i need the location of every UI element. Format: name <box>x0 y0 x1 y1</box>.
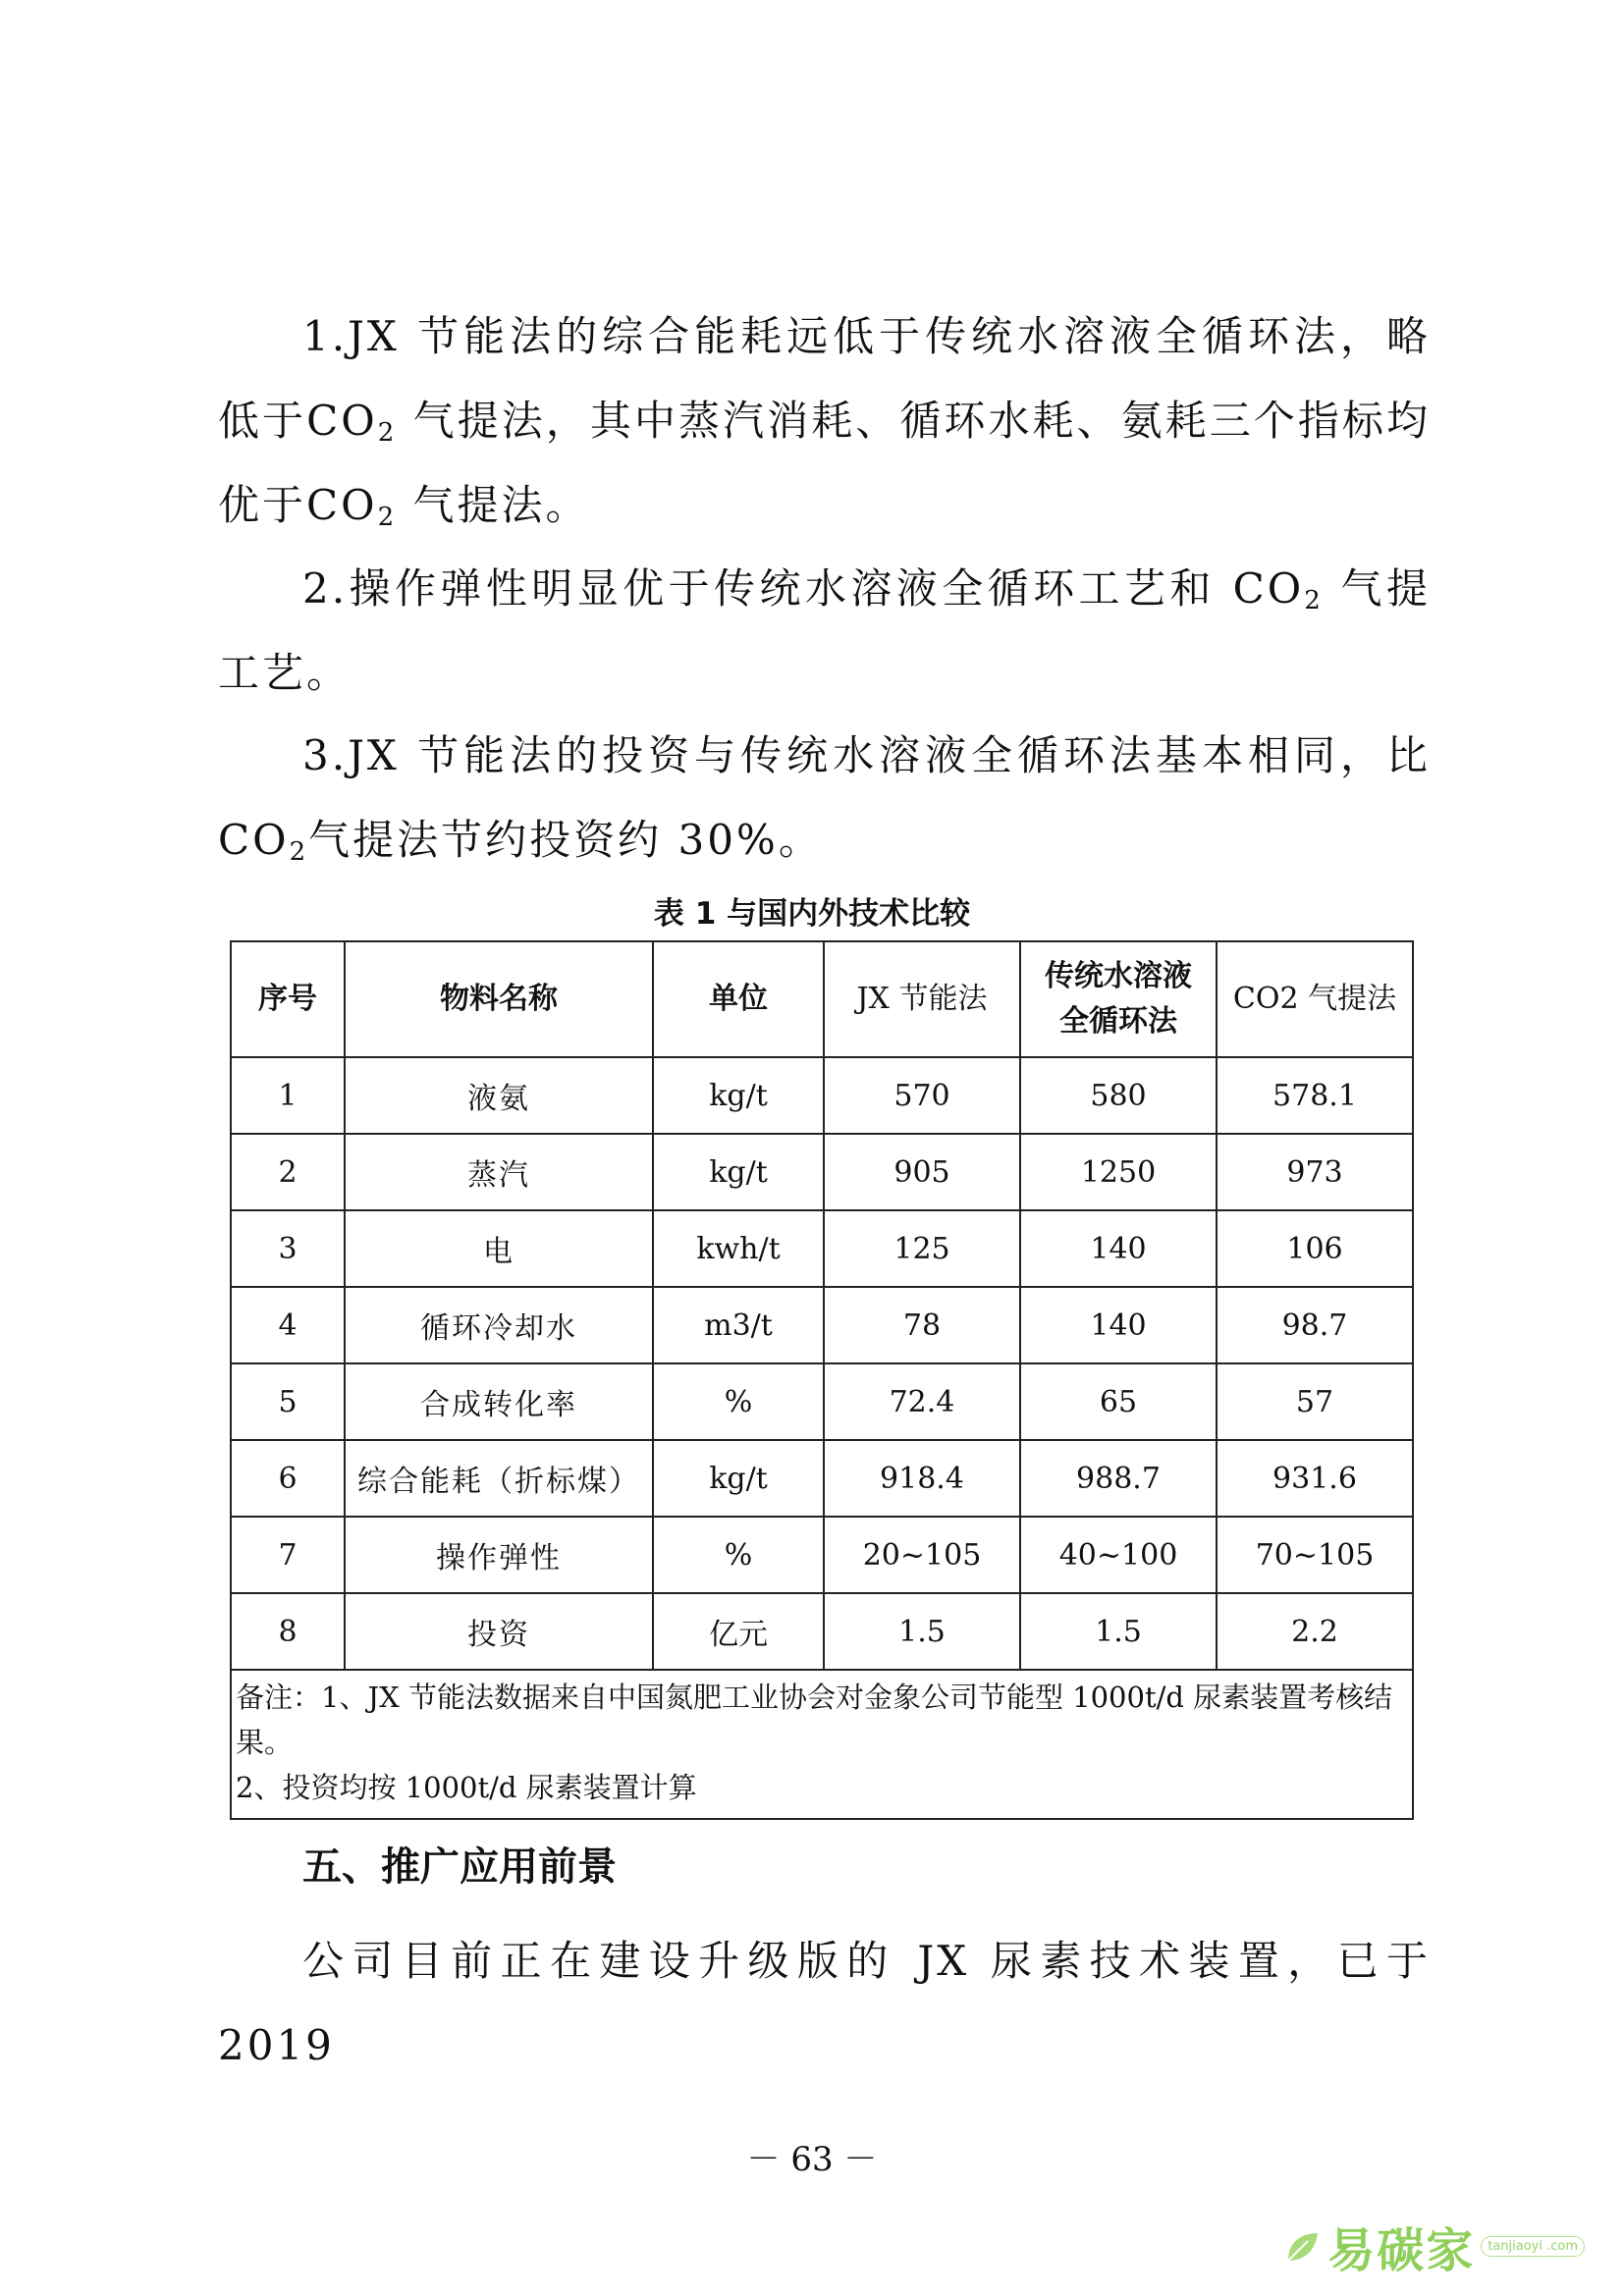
header-trad-line2: 全循环法 <box>1059 1004 1177 1039</box>
cell-seq: 5 <box>231 1363 345 1440</box>
cell-jx: 905 <box>824 1134 1020 1210</box>
cell-co2: 2.2 <box>1217 1593 1413 1670</box>
table-row <box>231 1057 1413 1134</box>
leaf-icon <box>1282 2227 1322 2267</box>
cell-trad: 988.7 <box>1020 1440 1217 1517</box>
header-seq: 序号 <box>231 941 345 1057</box>
cell-seq: 1 <box>231 1057 345 1134</box>
table-row <box>231 1363 1413 1440</box>
cell-co2: 70~105 <box>1217 1517 1413 1593</box>
table-header-row <box>231 941 1413 1057</box>
note-line-2: 2、投资均按 1000t/d 尿素装置计算 <box>236 1771 697 1804</box>
table-row <box>231 1517 1413 1593</box>
cell-jx: 125 <box>824 1210 1020 1287</box>
comparison-table <box>230 940 1414 1820</box>
cell-jx: 72.4 <box>824 1363 1020 1440</box>
cell-unit: kg/t <box>653 1440 824 1517</box>
cell-jx: 570 <box>824 1057 1020 1134</box>
paragraph-2: 2.操作弹性明显优于传统水溶液全循环工艺和 $CO_2$ 气提工艺。 <box>218 564 1431 697</box>
cell-seq: 2 <box>231 1134 345 1210</box>
cell-name: 循环冷却水 <box>345 1287 653 1363</box>
header-trad-line1: 传统水溶液 <box>1045 959 1192 993</box>
cell-unit: % <box>653 1363 824 1440</box>
header-name: 物料名称 <box>345 941 653 1057</box>
note-line-1: 备注：1、JX 节能法数据来自中国氮肥工业协会对金象公司节能型 1000t/d 尿素装置考核结果。 <box>236 1681 1393 1759</box>
page-number: － 63 － <box>746 2140 878 2179</box>
cell-trad: 140 <box>1020 1210 1217 1287</box>
table-row <box>231 1134 1413 1210</box>
cell-unit: kwh/t <box>653 1210 824 1287</box>
cell-trad: 40~100 <box>1020 1517 1217 1593</box>
table-caption: 表 1 与国内外技术比较 <box>653 896 971 932</box>
table-row <box>231 1287 1413 1363</box>
paragraph-3: 3.JX 节能法的投资与传统水溶液全循环法基本相同，比 $CO_2$气提法节约投资约 30%。 <box>218 731 1431 867</box>
cell-co2: 578.1 <box>1217 1057 1413 1134</box>
cell-name: 电 <box>345 1210 653 1287</box>
cell-co2: 973 <box>1217 1134 1413 1210</box>
table-row <box>231 1210 1413 1287</box>
cell-co2: 106 <box>1217 1210 1413 1287</box>
cell-trad: 1.5 <box>1020 1593 1217 1670</box>
cell-co2: 98.7 <box>1217 1287 1413 1363</box>
section-paragraph: 公司目前正在建设升级版的 JX 尿素技术装置，已于 2019 <box>218 1937 1431 2069</box>
cell-name: 合成转化率 <box>345 1363 653 1440</box>
cell-co2: 57 <box>1217 1363 1413 1440</box>
cell-unit: kg/t <box>653 1057 824 1134</box>
cell-trad: 65 <box>1020 1363 1217 1440</box>
watermark <box>1282 2213 1585 2280</box>
cell-seq: 3 <box>231 1210 345 1287</box>
watermark-sub: tanjiaoyi .com <box>1481 2236 1585 2257</box>
cell-name: 投资 <box>345 1593 653 1670</box>
cell-jx: 1.5 <box>824 1593 1020 1670</box>
cell-jx: 20~105 <box>824 1517 1020 1593</box>
header-trad <box>1020 941 1217 1057</box>
cell-trad: 140 <box>1020 1287 1217 1363</box>
cell-jx: 78 <box>824 1287 1020 1363</box>
table-row <box>231 1593 1413 1670</box>
cell-trad: 580 <box>1020 1057 1217 1134</box>
cell-unit: m3/t <box>653 1287 824 1363</box>
cell-name: 蒸汽 <box>345 1134 653 1210</box>
watermark-text: 易碳家 <box>1327 2223 1476 2278</box>
cell-unit: % <box>653 1517 824 1593</box>
cell-jx: 918.4 <box>824 1440 1020 1517</box>
cell-seq: 6 <box>231 1440 345 1517</box>
header-co2: CO2 气提法 <box>1217 941 1413 1057</box>
header-unit: 单位 <box>653 941 824 1057</box>
cell-unit: 亿元 <box>653 1593 824 1670</box>
header-jx: JX 节能法 <box>824 941 1020 1057</box>
table-notes-row <box>231 1670 1413 1819</box>
cell-unit: kg/t <box>653 1134 824 1210</box>
table-notes <box>231 1670 1413 1819</box>
cell-name: 综合能耗（折标煤） <box>345 1440 653 1517</box>
paragraph-1: 1.JX 节能法的综合能耗远低于传统水溶液全循环法，略低于$CO_2$ 气提法，其中蒸汽消耗、循环水耗、氨耗三个指标均优于$CO_2$ 气提法。 <box>218 312 1431 532</box>
cell-trad: 1250 <box>1020 1134 1217 1210</box>
cell-seq: 7 <box>231 1517 345 1593</box>
cell-co2: 931.6 <box>1217 1440 1413 1517</box>
cell-name: 操作弹性 <box>345 1517 653 1593</box>
cell-name: 液氨 <box>345 1057 653 1134</box>
table-row <box>231 1440 1413 1517</box>
cell-seq: 8 <box>231 1593 345 1670</box>
section-heading: 五、推广应用前景 <box>302 1844 617 1890</box>
cell-seq: 4 <box>231 1287 345 1363</box>
